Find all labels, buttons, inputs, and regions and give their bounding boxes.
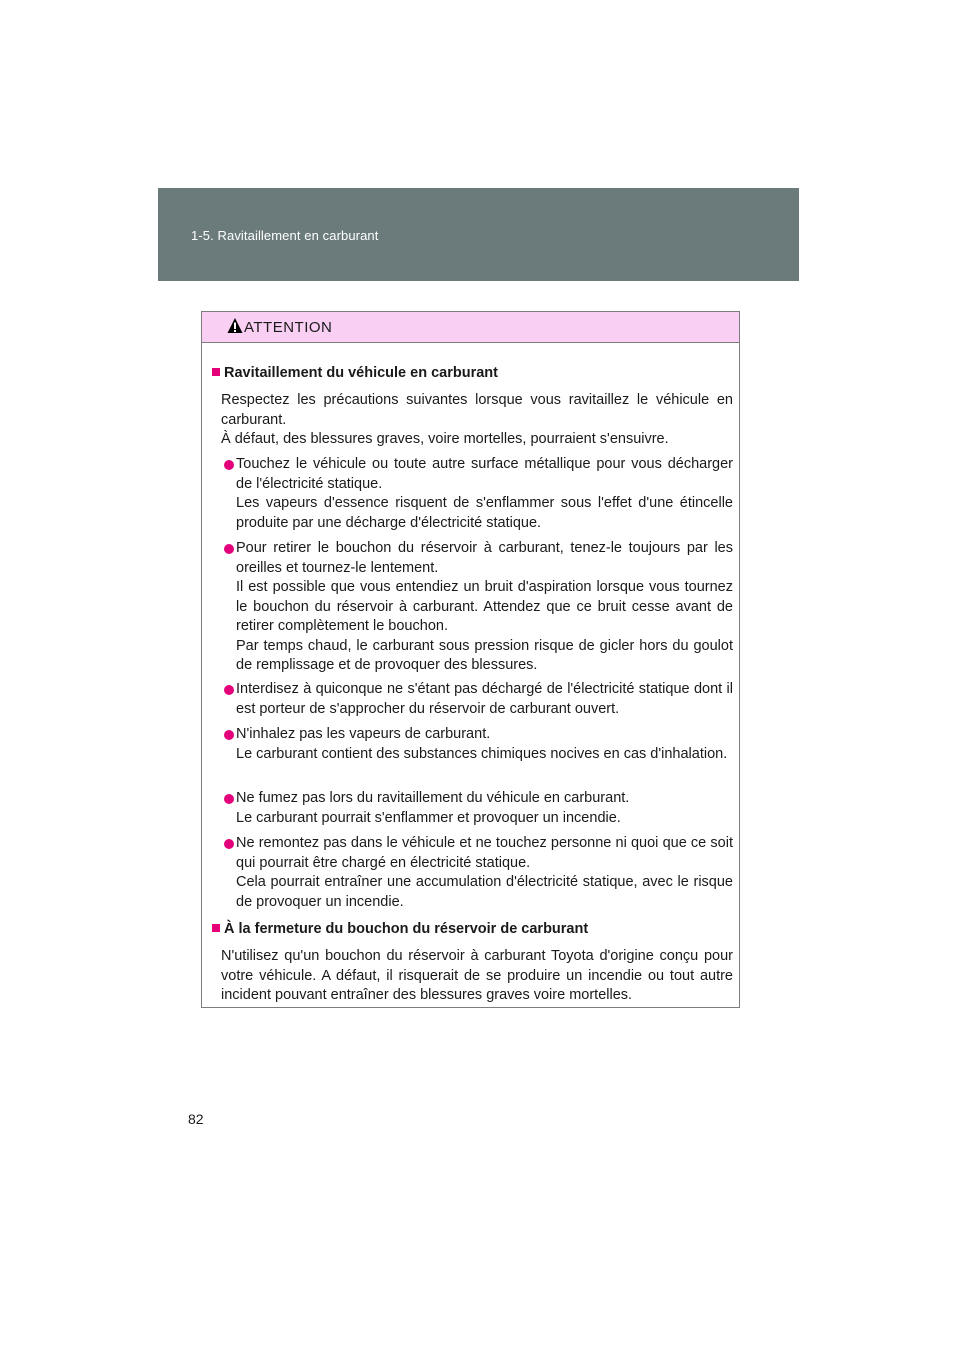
bullet-item: Touchez le véhicule ou toute autre surface métallique pour vous décharger de l'électricité statique. Les vapeurs d'essence risquent de s'enflammer sous l'effet d'une étincelle produite par une décharge d'électricité statique. [221,455,733,533]
bullet-dot-icon [224,730,234,740]
warning-box [201,311,740,1008]
bullet-item: Ne fumez pas lors du ravitaillement du véhicule en carburant. Le carburant pourrait s'enflammer et provoquer un incendie. [221,789,733,828]
section-heading: Ravitaillement du véhicule en carburant [212,364,498,384]
bullet-dot-icon [224,685,234,695]
warning-triangle-icon [227,317,243,334]
section-heading: À la fermeture du bouchon du réservoir de carburant [212,920,588,940]
warning-heading: ATTENTION [244,319,333,336]
bullet-dot-icon [224,794,234,804]
warning-header [202,312,739,343]
bullet-item: Pour retirer le bouchon du réservoir à carburant, tenez-le toujours par les oreilles et tournez-le lentement. Il est possible que vous entendiez un bruit d'aspiration lorsque vous tournez le bouchon du réservoir à carburant. Attendez que ce bruit cesse avant de retirer complètement le bouchon. Par temps chaud, le carburant sous pression risque de gicler hors du goulot de remplissage et de provoquer des blessures. [221,539,733,676]
bullet-item: N'inhalez pas les vapeurs de carburant. Le carburant contient des substances chimiques nocives en cas d'inhalation. [221,725,733,764]
bullet-item: Interdisez à quiconque ne s'étant pas déchargé de l'électricité statique dont il est porteur de s'approcher du réservoir de carburant ouvert. [221,680,733,719]
page-number: 82 [188,1111,204,1127]
square-bullet-icon [212,368,220,376]
section-intro: Respectez les précautions suivantes lorsque vous ravitaillez le véhicule en carburant. À défaut, des blessures graves, voire mortelles, pourraient s'ensuivre. [221,392,733,447]
section-intro: N'utilisez qu'un bouchon du réservoir à carburant Toyota d'origine conçu pour votre véhicule. A défaut, il risquerait de se produire un incendie ou tout autre incident pouvant entraîner des blessures graves voire mortelles. [221,948,733,1003]
bullet-dot-icon [224,460,234,470]
bullet-dot-icon [224,544,234,554]
square-bullet-icon [212,924,220,932]
section-title: 1-5. Ravitaillement en carburant [191,228,379,243]
bullet-dot-icon [224,839,234,849]
bullet-item: Ne remontez pas dans le véhicule et ne touchez personne ni quoi que ce soit qui pourrait être chargé en électricité statique. Cela pourrait entraîner une accumulation d'électricité statique, avec le risque de provoquer un incendie. [221,834,733,912]
section-header-band [158,188,799,281]
